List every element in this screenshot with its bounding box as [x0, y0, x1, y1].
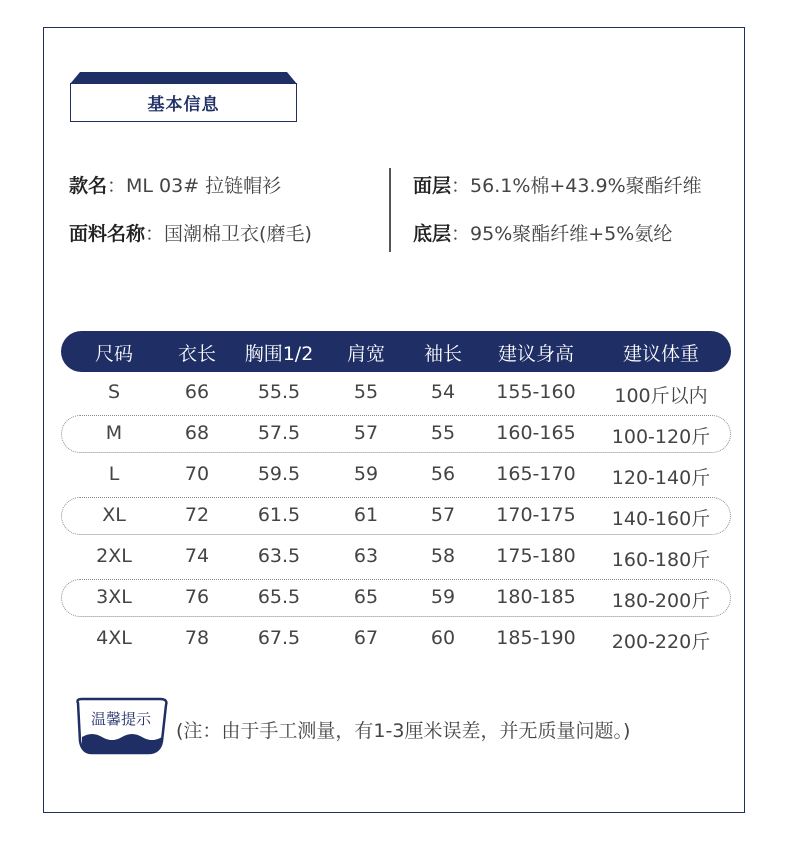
cell-weight: 180-200斤: [611, 590, 711, 612]
size-table-header: [61, 331, 731, 372]
cell-chest: 55.5: [257, 381, 301, 403]
header-height: 建议身高: [497, 343, 574, 365]
cell-height: 185-190: [496, 627, 576, 649]
fabric-name-row: [69, 219, 312, 246]
cell-height: 170-175: [496, 504, 576, 526]
cell-length: 78: [184, 627, 210, 649]
cell-length: 74: [184, 545, 210, 567]
cell-sleeve: 59: [430, 586, 456, 608]
info-divider: [389, 168, 391, 252]
cell-length: 66: [184, 381, 210, 403]
lining-layer-value: 95%聚酯纤维+5%氨纶: [470, 223, 673, 245]
cell-chest: 67.5: [257, 627, 301, 649]
cell-chest: 59.5: [257, 463, 301, 485]
cell-chest: 57.5: [257, 422, 301, 444]
tip-badge: [72, 697, 172, 757]
outer-layer-sep: ：: [451, 175, 471, 197]
fabric-name-key: 面料名称: [69, 223, 146, 245]
header-size: 尺码: [94, 343, 133, 365]
header-weight: 建议体重: [622, 343, 699, 365]
outer-layer-key: 面层: [413, 175, 452, 197]
tip-badge-shape: [72, 697, 172, 757]
tip-badge-label: 温馨提示: [90, 710, 152, 728]
table-row: [61, 456, 731, 494]
cell-weight: 200-220斤: [611, 631, 711, 653]
fabric-name-value: 国潮棉卫衣(磨毛): [164, 223, 312, 245]
style-name-sep: ：: [107, 175, 127, 197]
cell-shoulder: 67: [353, 627, 379, 649]
cell-size: M: [105, 422, 123, 444]
cell-weight: 160-180斤: [611, 549, 711, 571]
cell-length: 68: [184, 422, 210, 444]
lining-layer-sep: ：: [451, 223, 471, 245]
lining-layer-row: [413, 219, 672, 246]
style-name-value: ML 03# 拉链帽衫: [126, 175, 282, 197]
cell-sleeve: 60: [430, 627, 456, 649]
cell-sleeve: 54: [430, 381, 456, 403]
outer-layer-row: [413, 171, 702, 198]
cell-weight: 100-120斤: [611, 426, 711, 448]
table-row: [61, 497, 731, 535]
style-name-key: 款名: [69, 175, 108, 197]
cell-weight: 120-140斤: [611, 467, 711, 489]
lining-layer-key: 底层: [413, 223, 452, 245]
cell-size: 2XL: [96, 545, 132, 567]
cell-weight: 140-160斤: [611, 508, 711, 530]
table-row: [61, 579, 731, 617]
tip-note: (注：由于手工测量，有1-3厘米误差，并无质量问题。): [176, 720, 631, 742]
header-shoulder: 肩宽: [346, 343, 385, 365]
cell-weight: 100斤以内: [614, 385, 708, 407]
cell-length: 70: [184, 463, 210, 485]
table-row: [61, 620, 731, 658]
table-row: [61, 538, 731, 576]
cell-size: S: [107, 381, 121, 403]
cell-shoulder: 59: [353, 463, 379, 485]
cell-size: 3XL: [96, 586, 132, 608]
cell-height: 160-165: [496, 422, 576, 444]
cell-chest: 65.5: [257, 586, 301, 608]
cell-length: 76: [184, 586, 210, 608]
cell-height: 175-180: [496, 545, 576, 567]
cell-height: 155-160: [496, 381, 576, 403]
section-title: 基本信息: [147, 95, 220, 115]
cell-size: L: [108, 463, 120, 485]
cell-height: 180-185: [496, 586, 576, 608]
cell-sleeve: 55: [430, 422, 456, 444]
header-length: 衣长: [177, 343, 216, 365]
cell-height: 165-170: [496, 463, 576, 485]
header-chest: 胸围1/2: [244, 343, 314, 365]
cell-sleeve: 56: [430, 463, 456, 485]
cell-length: 72: [184, 504, 210, 526]
cell-shoulder: 55: [353, 381, 379, 403]
cell-shoulder: 61: [353, 504, 379, 526]
cell-size: 4XL: [96, 627, 132, 649]
cell-sleeve: 57: [430, 504, 456, 526]
cell-shoulder: 65: [353, 586, 379, 608]
outer-layer-value: 56.1%棉+43.9%聚酯纤维: [470, 175, 702, 197]
cell-shoulder: 57: [353, 422, 379, 444]
cell-chest: 61.5: [257, 504, 301, 526]
cell-size: XL: [102, 504, 126, 526]
cell-shoulder: 63: [353, 545, 379, 567]
fabric-name-sep: ：: [145, 223, 165, 245]
cell-chest: 63.5: [257, 545, 301, 567]
table-row: [61, 374, 731, 412]
section-header: [70, 72, 297, 122]
header-sleeve: 袖长: [423, 343, 462, 365]
cell-sleeve: 58: [430, 545, 456, 567]
style-name-row: [69, 171, 281, 198]
table-row: [61, 415, 731, 453]
